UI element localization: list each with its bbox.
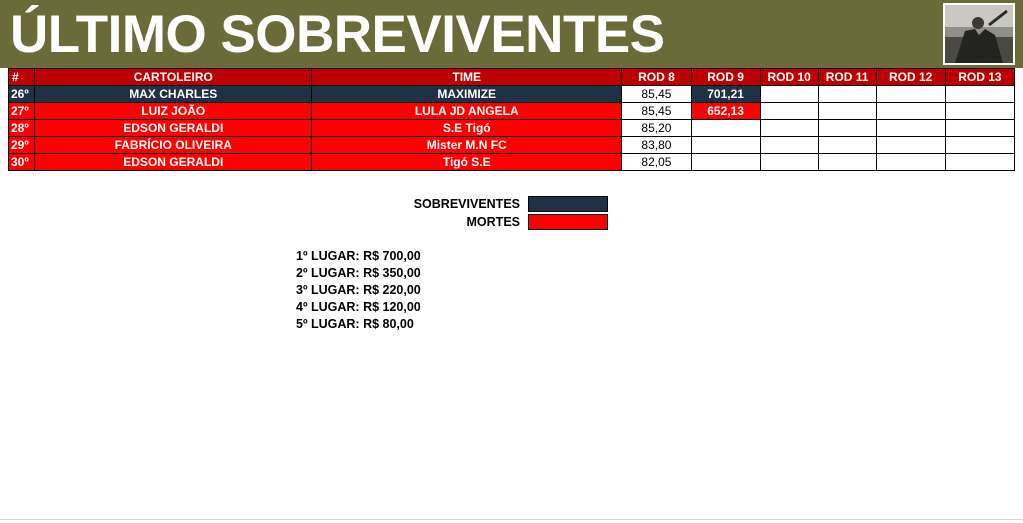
survivor-photo-icon <box>943 3 1015 65</box>
cell-rod10 <box>760 103 818 120</box>
cell-rod9: 701,21 <box>691 86 760 103</box>
cell-rod10 <box>760 86 818 103</box>
cell-rank: 27º <box>9 103 35 120</box>
legend-label-alive: SOBREVIVENTES <box>413 196 520 211</box>
cell-rod12 <box>876 103 945 120</box>
cell-rod9: 652,13 <box>691 103 760 120</box>
cell-rank: 29º <box>9 137 35 154</box>
legend-row-alive <box>390 195 608 212</box>
column-header-rod10: ROD 10 <box>760 69 818 86</box>
cell-rod11 <box>818 120 876 137</box>
standings-table-body <box>9 86 1015 171</box>
cell-rod12 <box>876 154 945 171</box>
table-row <box>9 154 1015 171</box>
cell-rank: 26º <box>9 86 35 103</box>
cell-rod13 <box>945 120 1014 137</box>
cell-rod8: 85,45 <box>622 86 691 103</box>
cell-rank: 30º <box>9 154 35 171</box>
column-header-rod13: ROD 13 <box>945 69 1014 86</box>
column-header-time: TIME <box>312 69 622 86</box>
column-header-rod12: ROD 12 <box>876 69 945 86</box>
cell-rod12 <box>876 86 945 103</box>
prize-line: 1º LUGAR: R$ 700,00 <box>296 249 421 263</box>
legend-swatch-dead <box>528 214 608 230</box>
prize-line: 3º LUGAR: R$ 220,00 <box>296 283 421 297</box>
cell-cartoleiro: MAX CHARLES <box>35 86 312 103</box>
table-row <box>9 86 1015 103</box>
cell-rod8: 85,45 <box>622 103 691 120</box>
cell-rod9 <box>691 137 760 154</box>
cell-rod12 <box>876 120 945 137</box>
cell-rod8: 82,05 <box>622 154 691 171</box>
cell-time: Mister M.N FC <box>312 137 622 154</box>
cell-rod11 <box>818 137 876 154</box>
cell-rod11 <box>818 103 876 120</box>
prize-list <box>296 248 421 333</box>
cell-cartoleiro: EDSON GERALDI <box>35 120 312 137</box>
cell-rod8: 85,20 <box>622 120 691 137</box>
cell-rod10 <box>760 120 818 137</box>
cell-rod8: 83,80 <box>622 137 691 154</box>
cell-time: MAXIMIZE <box>312 86 622 103</box>
cell-cartoleiro: FABRÍCIO OLIVEIRA <box>35 137 312 154</box>
cell-rod12 <box>876 137 945 154</box>
column-header-rod8: ROD 8 <box>622 69 691 86</box>
column-header-rod11: ROD 11 <box>818 69 876 86</box>
table-row <box>9 103 1015 120</box>
table-row <box>9 137 1015 154</box>
cell-rod13 <box>945 103 1014 120</box>
cell-rod9 <box>691 120 760 137</box>
cell-rod10 <box>760 137 818 154</box>
legend-row-dead <box>390 213 608 230</box>
cell-rod13 <box>945 137 1014 154</box>
column-header-cartoleiro: CARTOLEIRO <box>35 69 312 86</box>
column-header-rank: # <box>9 69 35 86</box>
cell-time: LULA JD ANGELA <box>312 103 622 120</box>
legend-label-dead: MORTES <box>466 214 520 229</box>
prize-line: 4º LUGAR: R$ 120,00 <box>296 300 421 314</box>
standings-table-wrap <box>0 68 1023 171</box>
cell-rod13 <box>945 154 1014 171</box>
cell-time: S.E Tigó <box>312 120 622 137</box>
cell-rod13 <box>945 86 1014 103</box>
cell-rod10 <box>760 154 818 171</box>
cell-rank: 28º <box>9 120 35 137</box>
cell-rod9 <box>691 154 760 171</box>
prize-line: 2º LUGAR: R$ 350,00 <box>296 266 421 280</box>
cell-rod11 <box>818 154 876 171</box>
page-title: ÚLTIMO SOBREVIVENTES <box>10 4 665 64</box>
legend-swatch-alive <box>528 196 608 212</box>
table-header-row <box>9 69 1015 86</box>
cell-cartoleiro: LUIZ JOÃO <box>35 103 312 120</box>
cell-time: Tigó S.E <box>312 154 622 171</box>
table-row <box>9 120 1015 137</box>
cell-cartoleiro: EDSON GERALDI <box>35 154 312 171</box>
standings-table <box>8 68 1015 171</box>
legend <box>390 195 608 231</box>
column-header-rod9: ROD 9 <box>691 69 760 86</box>
bottom-divider <box>0 519 1023 523</box>
cell-rod11 <box>818 86 876 103</box>
prize-line: 5º LUGAR: R$ 80,00 <box>296 317 414 331</box>
banner <box>0 0 1023 68</box>
